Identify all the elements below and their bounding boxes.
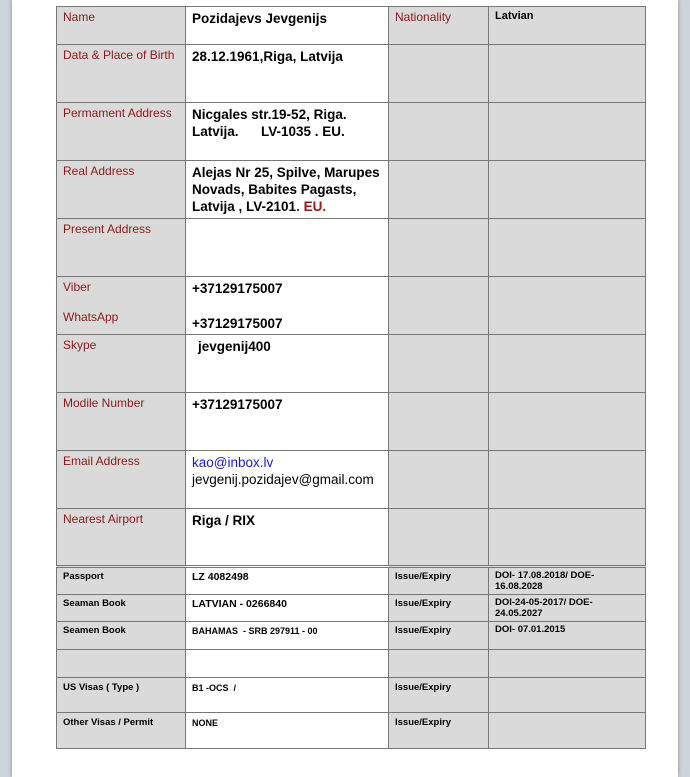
passport-row [57,567,646,595]
skype-label: Skype [57,335,186,393]
email-primary-link[interactable]: kao@inbox.lv [192,455,274,470]
us-visas-value: B1 -OCS / [186,678,389,713]
blank-row [57,650,646,678]
empty-cell [489,277,646,335]
email-value [186,451,389,509]
empty-cell [389,161,489,219]
birth-row [57,45,646,103]
document-page [12,0,678,777]
present-address-row [57,219,646,277]
real-address-line2: Novads, Babites Pagasts, [192,182,357,197]
mobile-row [57,393,646,451]
other-visas-row [57,713,646,749]
skype-value: jevgenij400 [186,335,389,393]
seamen-book-row [57,622,646,650]
whatsapp-label: WhatsApp [63,310,119,324]
empty-cell [389,451,489,509]
passport-label: Passport [57,567,186,595]
empty-cell [389,277,489,335]
seaman-book-issue-expiry-label: Issue/Expiry [389,595,489,622]
seaman-book-dates-line2: 24.05.2027 [495,607,543,619]
empty-cell [489,103,646,161]
permanent-address-row [57,103,646,161]
seaman-book-dates-line1: DOI-24-05-2017/ DOE- [495,597,593,608]
airport-value: Riga / RIX [186,509,389,567]
empty-cell [489,713,646,749]
seamen-book-dates [489,622,646,650]
email-row [57,451,646,509]
name-value: Pozidajevs Jevgenijs [186,7,389,45]
passport-dates-line1: DOI- 17.08.2018/ DOE- [495,570,595,581]
mobile-label: Modile Number [57,393,186,451]
birth-label: Data & Place of Birth [57,45,186,103]
email-label: Email Address [57,451,186,509]
whatsapp-value: +37129175007 [192,316,283,331]
empty-cell [489,678,646,713]
empty-cell [389,219,489,277]
other-visas-value: NONE [186,713,389,749]
real-address-label: Real Address [57,161,186,219]
viber-value: +37129175007 [192,281,283,296]
empty-cell [389,103,489,161]
empty-cell [389,650,489,678]
passport-value: LZ 4082498 [186,567,389,595]
empty-cell [489,451,646,509]
seamen-book-dates-line1: DOI- 07.01.2015 [495,624,566,635]
viber-label: Viber [63,280,91,294]
airport-row [57,509,646,567]
airport-label: Nearest Airport [57,509,186,567]
nationality-label: Nationality [389,7,489,45]
permanent-address-line2: Latvija. LV-1035 . EU. [192,124,345,139]
empty-cell [389,393,489,451]
passport-issue-expiry-label: Issue/Expiry [389,567,489,595]
us-visas-label: US Visas ( Type ) [57,678,186,713]
viber-whatsapp-values [186,277,389,335]
seamen-book-issue-expiry-label: Issue/Expiry [389,622,489,650]
empty-cell [489,650,646,678]
personal-data-form [56,6,646,749]
real-address-line1: Alejas Nr 25, Spilve, Marupes [192,165,380,180]
real-address-value [186,161,389,219]
viber-whatsapp-row [57,277,646,335]
permanent-address-value [186,103,389,161]
us-visas-row [57,678,646,713]
seaman-book-dates [489,595,646,622]
real-address-line3-wrap [192,198,382,215]
empty-cell [389,509,489,567]
empty-cell [186,650,389,678]
empty-cell [489,219,646,277]
seaman-book-value: LATVIAN - 0266840 [186,595,389,622]
empty-cell [389,45,489,103]
real-address-line3: Latvija , LV-2101 [192,199,297,214]
permanent-address-label: Permament Address [57,103,186,161]
passport-dates-line2: 16.08.2028 [495,580,543,592]
viber-whatsapp-labels [57,277,186,335]
empty-cell [389,335,489,393]
empty-cell [489,335,646,393]
present-address-value [186,219,389,277]
other-visas-label: Other Visas / Permit [57,713,186,749]
empty-cell [489,509,646,567]
seaman-book-row [57,595,646,622]
email-secondary: jevgenij.pozidajev@gmail.com [192,472,374,487]
permanent-address-line1: Nicgales str.19-52, Riga. [192,107,347,122]
skype-row [57,335,646,393]
other-visas-issue-expiry-label: Issue/Expiry [389,713,489,749]
nationality-value: Latvian [489,7,646,45]
real-address-eu: . EU. [296,199,327,214]
name-row [57,7,646,45]
seaman-book-label: Seaman Book [57,595,186,622]
empty-cell [489,161,646,219]
name-label: Name [57,7,186,45]
seamen-book-label: Seamen Book [57,622,186,650]
us-visas-issue-expiry-label: Issue/Expiry [389,678,489,713]
mobile-value: +37129175007 [186,393,389,451]
birth-value: 28.12.1961,Riga, Latvija [186,45,389,103]
empty-cell [489,45,646,103]
empty-cell [57,650,186,678]
present-address-label: Present Address [57,219,186,277]
passport-dates [489,567,646,595]
seamen-book-value: BAHAMAS - SRB 297911 - 00 [186,622,389,650]
real-address-row [57,161,646,219]
empty-cell [489,393,646,451]
